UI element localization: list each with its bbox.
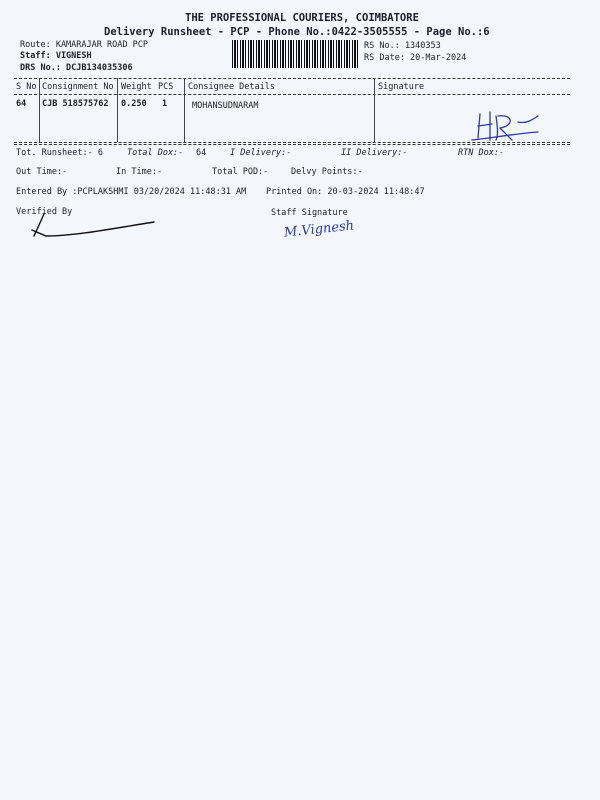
- i-delivery: I Delivery:-: [230, 148, 292, 158]
- row-weight: 0.250: [121, 99, 147, 109]
- staff-handwritten-signature: M.Vignesh: [283, 218, 355, 241]
- table-header-rule: [14, 94, 570, 95]
- col-header-consignee: Consignee Details: [188, 82, 275, 92]
- recipient-signature: [468, 104, 546, 146]
- col-divider: [184, 78, 185, 142]
- rs-number: RS No.: 1340353: [364, 41, 441, 51]
- col-header-signature: Signature: [378, 82, 425, 92]
- row-sno: 64: [16, 99, 27, 109]
- total-dox-value: 64: [196, 148, 207, 158]
- col-header-sno: S No: [16, 82, 37, 92]
- company-name: THE PROFESSIONAL COURIERS, COIMBATORE: [185, 12, 419, 24]
- col-divider: [117, 78, 118, 142]
- col-header-pcs: PCS: [158, 82, 174, 92]
- entered-by: Entered By :PCPLAKSHMI 03/20/2024 11:48:31 AM: [16, 187, 247, 197]
- verified-by-label: Verified By: [16, 207, 73, 217]
- row-consignee: MOHANSUDNARAM: [192, 101, 259, 111]
- col-header-weight: Weight: [121, 82, 152, 92]
- col-divider: [39, 78, 40, 142]
- drs-number: DRS No.: DCJB134035306: [20, 63, 133, 73]
- row-consignment: CJB 518575762: [42, 99, 109, 109]
- verifier-signature: [26, 212, 158, 242]
- out-time: Out Time:-: [16, 167, 68, 177]
- runsheet-subtitle: Delivery Runsheet - PCP - Phone No.:0422-3505555 - Page No.:6: [104, 26, 490, 38]
- tot-runsheet: Tot. Runsheet:- 6: [16, 148, 103, 158]
- route-label: Route: KAMARAJAR ROAD PCP: [20, 40, 148, 50]
- barcode: [232, 40, 358, 68]
- total-pod: Total POD:-: [212, 167, 269, 177]
- rs-date: RS Date: 20-Mar-2024: [364, 53, 467, 63]
- printed-on: Printed On: 20-03-2024 11:48:47: [266, 187, 425, 197]
- rtn-dox: RTN Dox:-: [458, 148, 505, 158]
- ii-delivery: II Delivery:-: [341, 148, 408, 158]
- summary-rule: [14, 144, 570, 145]
- total-dox-label: Total Dox:-: [127, 148, 184, 158]
- col-divider: [374, 78, 375, 142]
- table-top-rule: [14, 78, 570, 79]
- col-header-consignment: Consignment No: [42, 82, 114, 92]
- staff-label: Staff: VIGNESH: [20, 51, 92, 61]
- staff-signature-label: Staff Signature: [271, 208, 348, 218]
- delvy-points: Delvy Points:-: [291, 167, 363, 177]
- in-time: In Time:-: [116, 167, 163, 177]
- row-pcs: 1: [162, 99, 168, 109]
